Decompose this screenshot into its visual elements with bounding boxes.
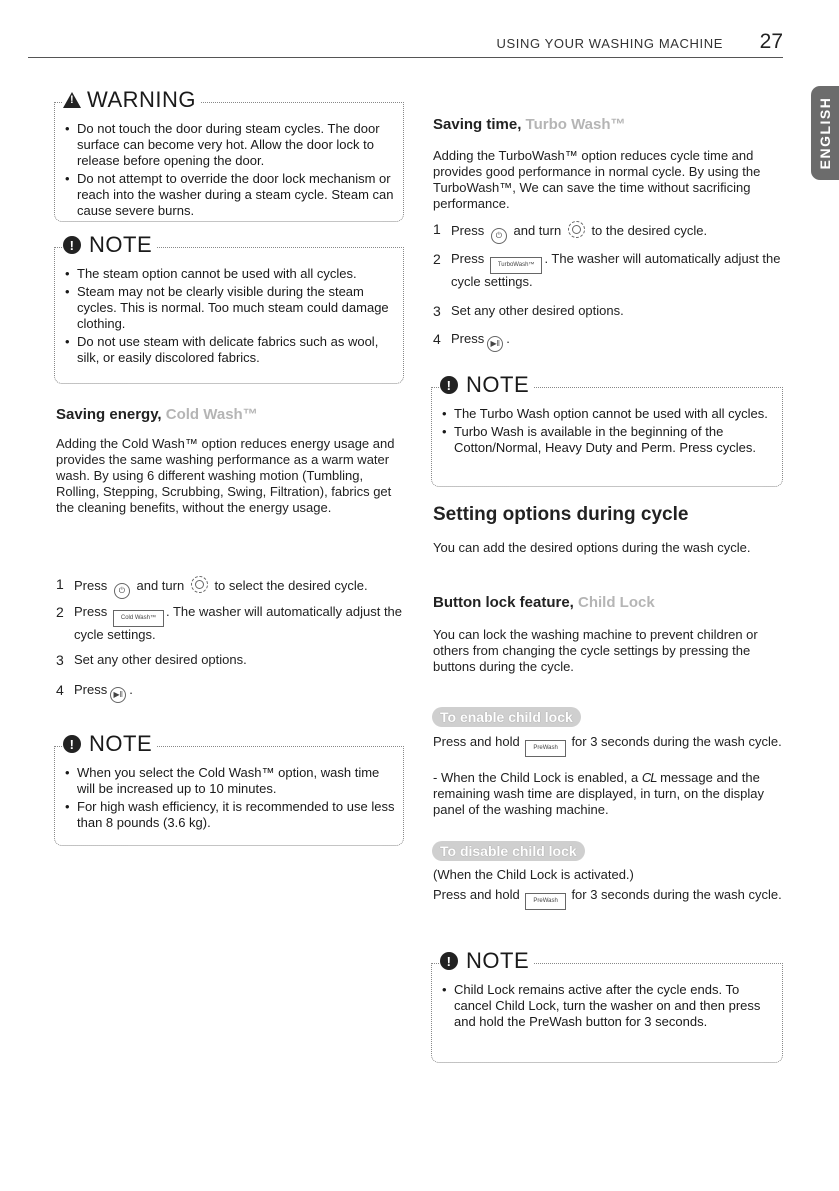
start-pause-button-icon: ▶‖ (110, 687, 126, 703)
cycle-dial-icon (191, 576, 208, 593)
heading-prefix: Saving energy, (56, 406, 166, 423)
step-text: and turn (136, 578, 185, 593)
step-text: . The washer will automatically adjust the cycle settings. (74, 604, 403, 642)
child-lock-description: You can lock the washing machine to prevent children or others from changing the cycle settings by pressing the buttons during the cycle. (433, 627, 758, 674)
turbo-wash-step-2: 2 Press TurboWash™ . The washer will automatically adjust the cycle settings. (433, 251, 781, 289)
turbo-wash-heading (433, 116, 626, 133)
note-heading (440, 948, 533, 974)
header-title: USING YOUR WASHING MACHINE (496, 36, 723, 51)
disable-child-lock-instruction (433, 887, 788, 910)
list-item: • Turbo Wash is available in the beginning of the Cotton/Normal, Heavy Duty and Perm. Press cycles. (442, 424, 774, 456)
warning-title: WARNING (87, 87, 197, 112)
note-box-turbo-wash (431, 372, 783, 487)
cycle-dial-icon (568, 221, 585, 238)
turbo-wash-button-icon: TurboWash™ (490, 257, 543, 274)
prewash-button-icon: PreWash (525, 893, 565, 910)
list-item: • Do not touch the door during steam cycles. The door surface can become very hot. Allow the door lock to release before opening the door. (65, 121, 395, 169)
cold-wash-description: Adding the Cold Wash™ option reduces energy usage and provides the same washing performance as a warm water wash. By using 6 different washing motion (Tumbling, Rolling, Stepping, Scrubbing, Swing, Filtration), fabrics get the cleaning benefits, without the energy usage. (56, 436, 395, 515)
step-text: Press (451, 251, 485, 266)
heading-prefix: Button lock feature, (433, 594, 579, 611)
step-text: Press (74, 682, 108, 697)
step-text: to the desired cycle. (591, 223, 708, 238)
note-title: NOTE (466, 372, 530, 397)
step-text: Set any other desired options. (451, 303, 624, 318)
warning-list (65, 121, 395, 219)
instruction-text: Press and hold (433, 734, 520, 749)
heading-prefix: Saving time, (433, 116, 526, 133)
note-list (442, 406, 774, 456)
options-description: You can add the desired options during the wash cycle. (433, 540, 751, 555)
enable-child-lock-label: To enable child lock (432, 707, 581, 727)
note-box-child-lock (431, 948, 783, 1063)
instruction-text: for 3 seconds during the wash cycle. (571, 887, 782, 902)
info-icon: ! (440, 952, 458, 970)
disable-child-lock-condition: (When the Child Lock is activated.) (433, 867, 634, 882)
info-icon: ! (440, 376, 458, 394)
note-heading (440, 372, 533, 398)
info-icon: ! (63, 735, 81, 753)
page-header (28, 30, 783, 58)
note-box-cold-wash (54, 731, 404, 846)
cold-wash-heading (56, 406, 258, 423)
cold-wash-step-3: 3 Set any other desired options. (56, 652, 247, 668)
child-lock-heading (433, 594, 655, 611)
prewash-button-icon: PreWash (525, 740, 565, 757)
turbo-wash-step-3: 3 Set any other desired options. (433, 303, 624, 319)
warning-icon (63, 92, 81, 108)
power-button-icon: ⏻ (491, 228, 507, 244)
note-box-steam (54, 232, 404, 384)
cold-wash-step-4: 4 Press ▶‖ . (56, 682, 406, 703)
power-button-icon: ⏻ (114, 583, 130, 599)
child-lock-enabled-info (433, 770, 783, 818)
step-text: and turn (513, 223, 562, 238)
heading-highlight: Cold Wash™ (165, 406, 258, 423)
instruction-text: Press and hold (433, 887, 520, 902)
turbo-wash-step-1: 1 Press ⏻ and turn to the desired cycle. (433, 221, 793, 244)
step-text: Press (74, 578, 108, 593)
step-text: . The washer will automatically adjust the cycle settings. (451, 251, 781, 289)
list-item: • Do not attempt to override the door lock mechanism or reach into the washer during a steam cycle. Steam can cause severe burns. (65, 171, 395, 219)
list-item: • Child Lock remains active after the cycle ends. To cancel Child Lock, turn the washer on and then press and hold the PreWash button for 3 seconds. (442, 982, 774, 1030)
enable-child-lock-instruction (433, 734, 788, 757)
child-lock-symbol: CL (641, 770, 657, 785)
cold-wash-step-2: 2 Press Cold Wash™ . The washer will automatically adjust the cycle settings. (56, 604, 403, 642)
note-title: NOTE (466, 948, 530, 973)
note-list (65, 266, 395, 366)
note-heading (63, 731, 156, 757)
list-item: • The steam option cannot be used with all cycles. (65, 266, 395, 282)
note-heading (63, 232, 156, 258)
turbo-wash-description: Adding the TurboWash™ option reduces cycle time and provides good performance in normal cycle. By using the TurboWash™, We can save the time without sacrificing performance. (433, 148, 761, 211)
step-text: to select the desired cycle. (214, 578, 368, 593)
cold-wash-button-icon: Cold Wash™ (113, 610, 164, 627)
list-item: • Steam may not be clearly visible during the steam cycles. This is normal. Too much steam could damage clothing. (65, 284, 395, 332)
step-text: Set any other desired options. (74, 652, 247, 667)
info-icon: ! (63, 236, 81, 254)
warning-heading (63, 87, 200, 113)
heading-highlight: Child Lock (578, 594, 655, 611)
note-list (442, 982, 774, 1030)
instruction-text: for 3 seconds during the wash cycle. (571, 734, 782, 749)
list-item: • When you select the Cold Wash™ option, wash time will be increased up to 10 minutes. (65, 765, 395, 797)
step-text: Press (451, 331, 485, 346)
note-title: NOTE (89, 731, 153, 756)
start-pause-button-icon: ▶‖ (487, 336, 503, 352)
cold-wash-step-1: 1 Press ⏻ and turn to select the desired cycle. (56, 576, 416, 599)
step-text: Press (74, 604, 108, 619)
note-list (65, 765, 395, 831)
language-tab (811, 86, 839, 180)
list-item: • For high wash efficiency, it is recommended to use less than 8 pounds (3.6 kg). (65, 799, 395, 831)
instruction-text: - When the Child Lock is enabled, a (433, 770, 639, 785)
instruction-text: message and the remaining wash time are displayed, in turn, on the display panel of the washing machine. (433, 770, 764, 817)
note-title: NOTE (89, 232, 153, 257)
turbo-wash-step-4: 4 Press ▶‖ . (433, 331, 783, 352)
disable-child-lock-label: To disable child lock (432, 841, 585, 861)
list-item: • The Turbo Wash option cannot be used with all cycles. (442, 406, 774, 422)
language-tab-label: ENGLISH (817, 96, 833, 170)
warning-box (54, 87, 404, 222)
list-item: • Do not use steam with delicate fabrics such as wool, silk, or easily discolored fabrics. (65, 334, 395, 366)
step-text: Press (451, 223, 485, 238)
page-number: 27 (759, 30, 783, 53)
heading-highlight: Turbo Wash™ (525, 116, 626, 133)
options-heading: Setting options during cycle (433, 504, 689, 525)
